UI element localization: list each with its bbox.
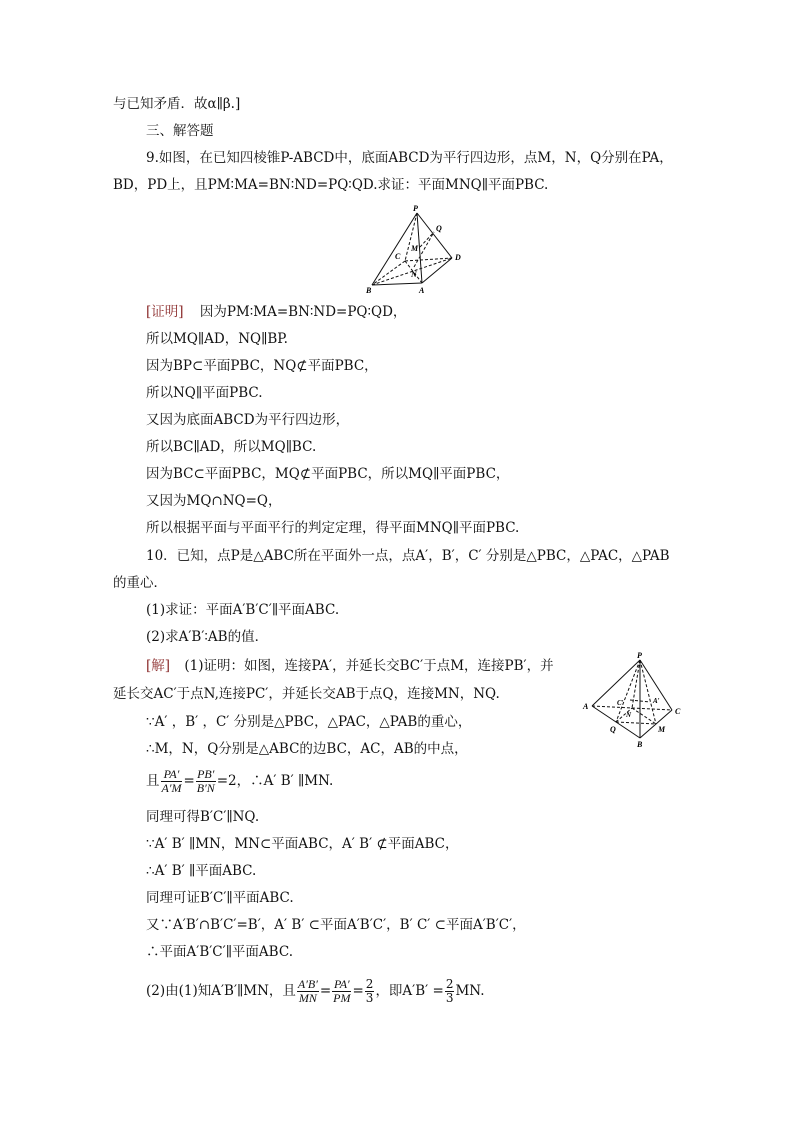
q10-part-1: (1)求证：平面A′B′C′∥平面ABC. [146, 602, 340, 618]
fraction-pa-pm [332, 978, 351, 1005]
q10-label-q: Q [610, 725, 616, 734]
q10-label-a: A [583, 702, 589, 711]
q10-p2-pre: (2)由(1)知A′B′∥MN，且 [146, 983, 296, 999]
q9-pyramid-figure [362, 203, 472, 295]
q9-proof-line: 因为BP⊂平面PBC，NQ⊄平面PBC， [146, 358, 378, 374]
q10-p2-mid: ，即A′B′ = [375, 983, 444, 999]
fraction-ab-mn [297, 978, 319, 1005]
fraction-two-thirds [365, 978, 375, 1005]
frac-denominator: MN [298, 991, 317, 1005]
frac-numerator: A′B′ [297, 977, 318, 991]
q10-rest-line: ∴A′ B′ ∥平面ABC. [146, 863, 257, 879]
q10-tetrahedron-figure [580, 650, 690, 750]
q10-label-n: N [626, 711, 632, 719]
frac-numerator: PA′ [161, 768, 183, 782]
q10-stem-line-2: 的重心． [113, 575, 167, 591]
q9-label-p: P [413, 204, 418, 213]
q9-label-m: M [411, 244, 419, 253]
frac-denominator: A′M [161, 781, 182, 795]
q9-proof-line-1 [146, 302, 406, 322]
frac-numerator: PA′ [333, 977, 350, 991]
q9-label-n: N [411, 270, 417, 279]
q10-label-b: B [637, 740, 643, 749]
equals-sign: = [319, 983, 332, 999]
q9-proof-line: 所以根据平面与平面平行的判定定理，得平面MNQ∥平面PBC. [146, 520, 520, 536]
fraction-two-thirds-result [445, 978, 455, 1005]
q10-rest-line: ∴平面A′B′C′∥平面ABC. [146, 944, 293, 960]
q9-proof-line: 所以NQ∥平面PBC. [146, 385, 263, 401]
frac-denominator: 3 [445, 991, 454, 1005]
frac-numerator: 2 [445, 977, 454, 991]
q10-label-c: C [675, 707, 681, 716]
q10-rest-line: 同理可得B′C′∥NQ. [146, 809, 260, 825]
frac-numerator: 2 [365, 977, 374, 991]
q9-proof-line: 所以MQ∥AD，NQ∥BP. [146, 331, 288, 347]
fraction-pb-bn [196, 768, 216, 795]
q9-proof-line: 因为BC⊂平面PBC，MQ⊄平面PBC，所以MQ∥平面PBC， [146, 466, 510, 482]
previous-answer-line: 与已知矛盾．故α∥β.] [113, 96, 241, 112]
section-heading: 三、解答题 [146, 123, 214, 139]
fraction-pa-am [161, 768, 183, 795]
q10-p2-post: MN. [455, 983, 485, 999]
q10-because-line: ∵A′ ，B′ ，C′ 分别是△PBC，△PAC，△PAB的重心， [146, 714, 472, 730]
q9-label-q: Q [436, 224, 442, 233]
frac-numerator: PB′ [197, 767, 215, 781]
q10-solution-line-1 [146, 656, 554, 676]
q9-proof-line: 所以BC∥AD，所以MQ∥BC. [146, 439, 317, 455]
q10-midpoint-line: ∴M，N，Q分别是△ABC的边BC，AC，AB的中点， [146, 741, 468, 757]
frac-denominator: PM [333, 991, 351, 1005]
q9-stem-line-1: 9.如图，在已知四棱锥P-ABCD中，底面ABCD为平行四边形，点M，N，Q分别在PA， [146, 150, 673, 166]
q9-proof-first: 因为PM∶MA=BN∶ND=PQ∶QD， [199, 304, 407, 320]
q9-proof-line: 又因为底面ABCD为平行四边形， [146, 412, 350, 428]
solution-tag: [解] [146, 658, 171, 674]
q10-label-a-prime: A′ [653, 697, 660, 705]
q10-stem-line-1: 10．已知，点P是△ABC所在平面外一点，点A′，B′，C′ 分别是△PBC，△PAC，△PAB [146, 548, 670, 564]
q9-proof-line: 又因为MQ∩NQ=Q， [146, 493, 282, 509]
q10-rest-line: ∵A′ B′ ∥MN，MN⊂平面ABC，A′ B′ ⊄平面ABC， [146, 836, 459, 852]
q10-label-p: P [637, 651, 642, 660]
q9-label-a: A [419, 286, 425, 295]
q10-solution-line-2: 延长交AC′于点N,连接PC′，并延长交AB于点Q，连接MN，NQ. [113, 686, 500, 702]
q9-stem-line-2: BD，PD上，且PM∶MA=BN∶ND=PQ∶QD.求证：平面MNQ∥平面PBC. [113, 177, 549, 193]
equals-sign: = [352, 983, 364, 999]
frac-denominator: B′N [196, 781, 215, 795]
q10-frac-pre: 且 [146, 773, 160, 789]
q9-label-b: B [366, 286, 372, 295]
q10-solution-first: (1)证明：如图，连接PA′，并延长交BC′于点M，连接PB′，并 [184, 658, 554, 674]
q10-part2-solution-line [146, 976, 485, 1006]
proof-tag: [证明] [146, 304, 184, 320]
q10-frac-post: =2，∴A′ B′ ∥MN. [216, 773, 334, 789]
equals-sign: = [183, 773, 195, 789]
q9-label-c: C [395, 252, 401, 261]
frac-denominator: 3 [365, 991, 374, 1005]
q9-label-d: D [455, 253, 461, 262]
q10-part-2: (2)求A′B′∶AB的值． [146, 629, 269, 645]
q10-fraction-line [146, 766, 333, 796]
q10-rest-line: 同理可证B′C′∥平面ABC. [146, 890, 294, 906]
q10-label-c-prime: C′ [617, 699, 624, 707]
q10-label-m: M [658, 725, 666, 734]
q10-rest-line: 又∵A′B′∩B′C′=B′，A′ B′ ⊂平面A′B′C′，B′ C′ ⊂平面A′B′C′， [146, 917, 526, 933]
